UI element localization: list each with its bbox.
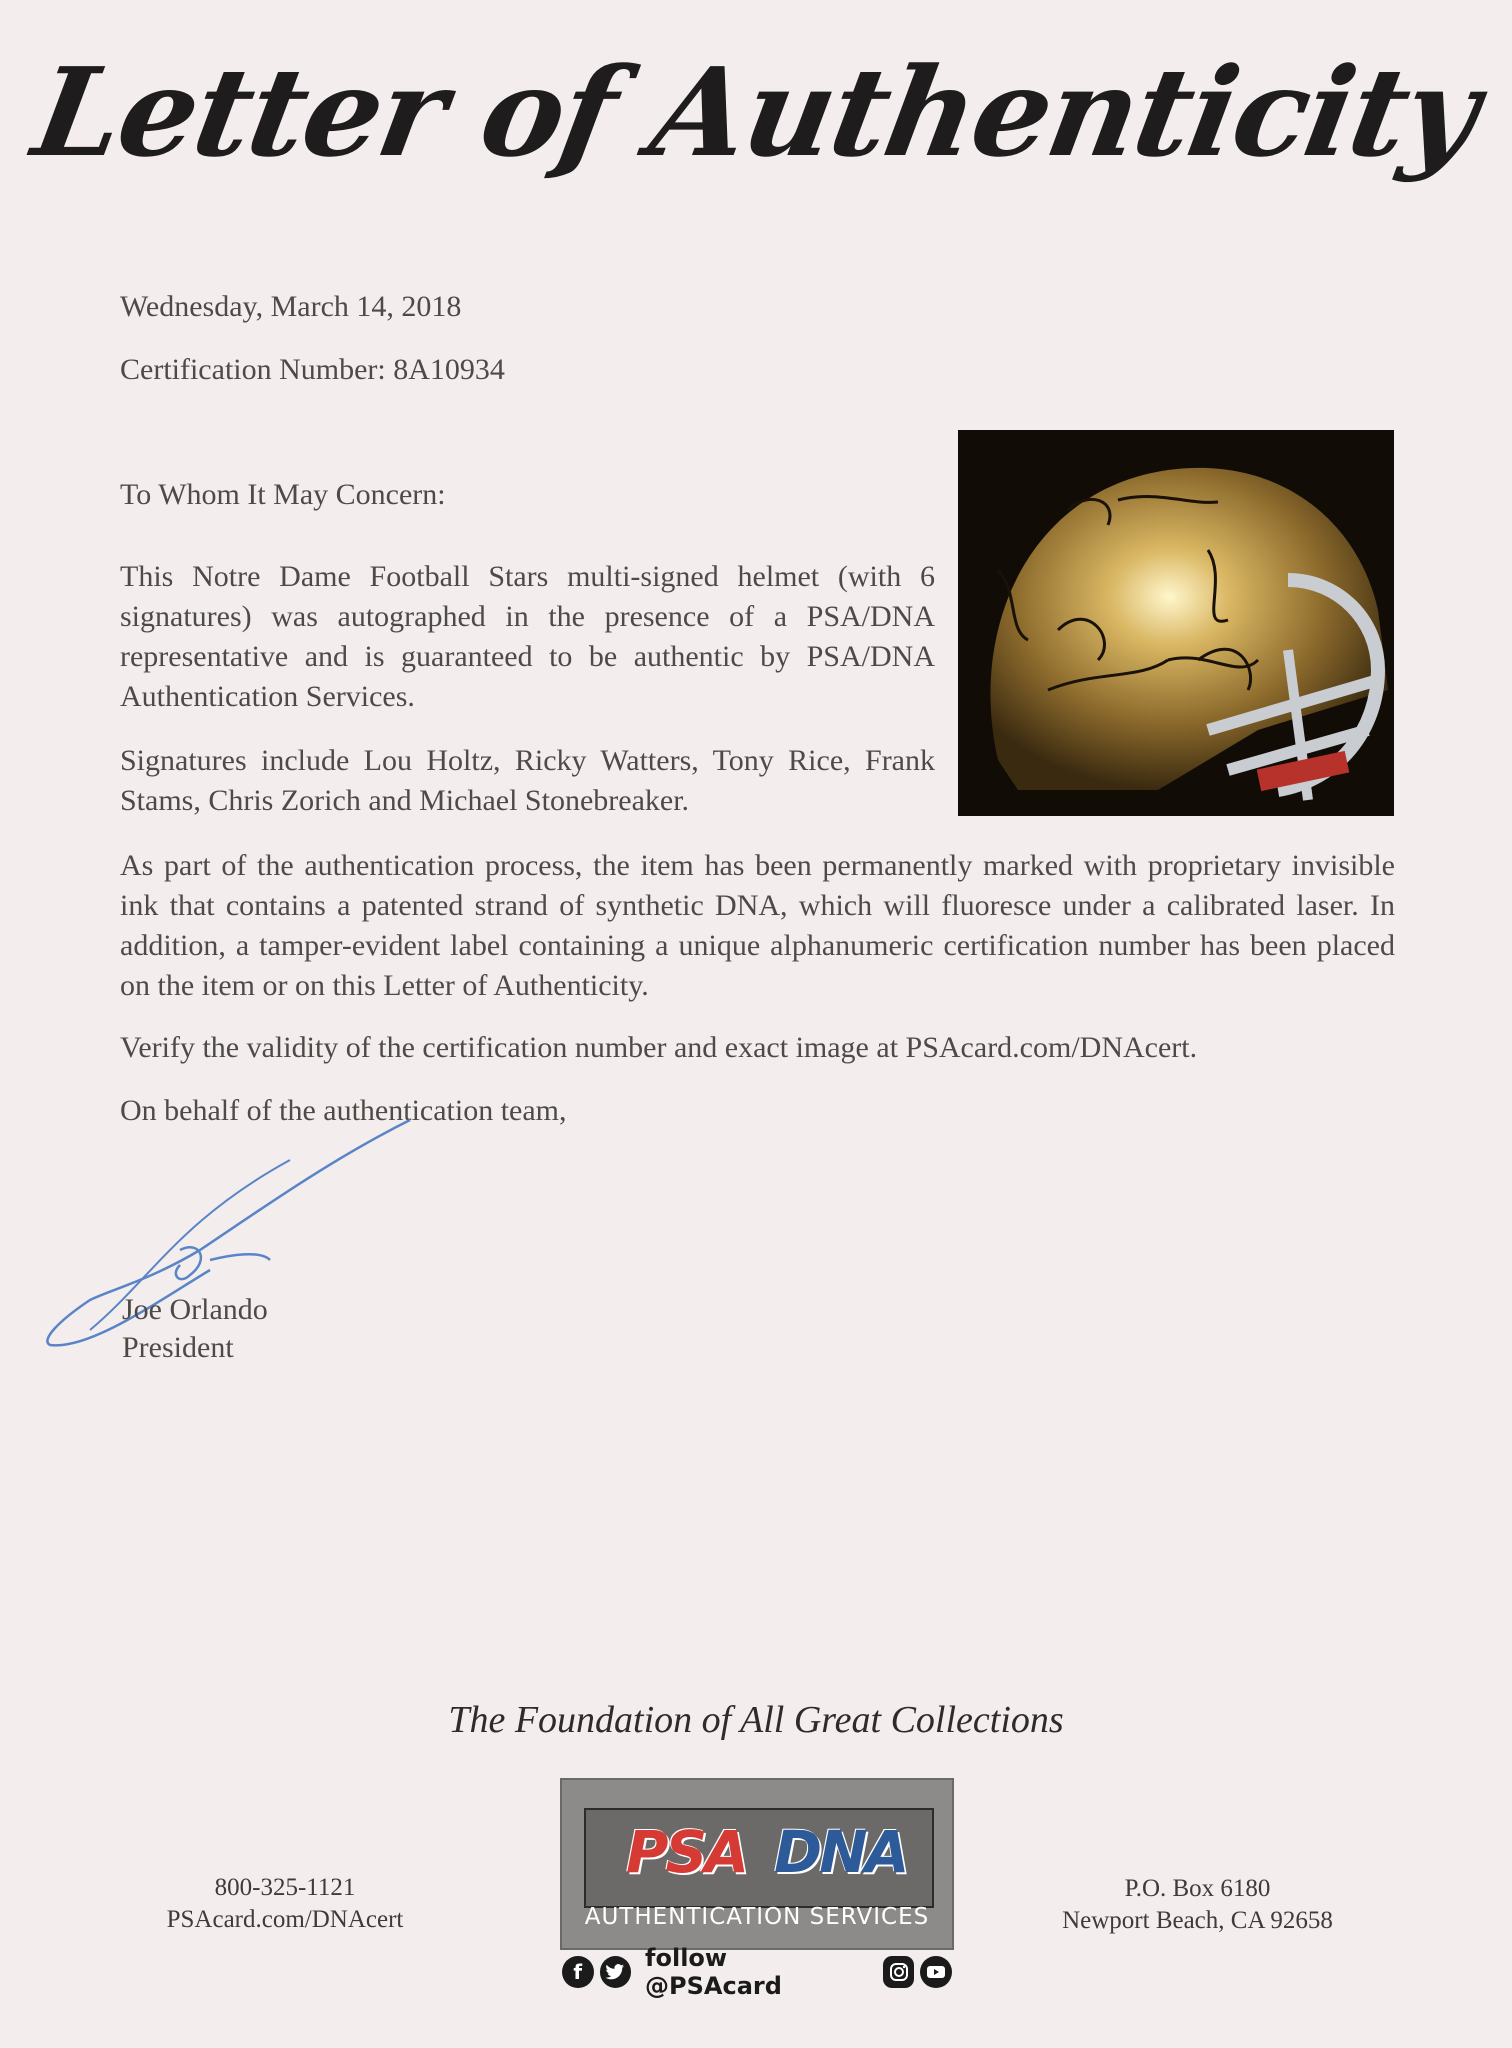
footer-contact: [160, 1872, 410, 1936]
social-follow-text[interactable]: follow @PSAcard: [645, 1944, 782, 2000]
item-description: This Notre Dame Football Stars multi-signed helmet (with 6 signatures) was autographed in the presence of a PSA/DNA representative and is guaranteed to be authentic by PSA/DNA Authentication Services.: [120, 560, 935, 713]
letter-date: Wednesday, March 14, 2018: [120, 290, 462, 323]
address-line-2: Newport Beach, CA 92658: [1062, 1907, 1333, 1934]
helmet-image: [958, 430, 1394, 816]
website-link: PSAcard.com/DNAcert: [166, 1906, 404, 1933]
closing-text: On behalf of the authentication team,: [120, 1094, 567, 1127]
instagram-icon[interactable]: [883, 1956, 915, 1988]
logo-dna-text: DNA: [774, 1818, 907, 1886]
signatures-list: Signatures include Lou Holtz, Ricky Watters, Tony Rice, Frank Stams, Chris Zorich and Michael Stonebreaker.: [120, 744, 935, 817]
psa-dna-logo: [560, 1778, 954, 1950]
youtube-icon[interactable]: [920, 1956, 952, 1988]
signer-name: Joe Orlando: [122, 1293, 268, 1326]
salutation: To Whom It May Concern:: [120, 478, 446, 511]
twitter-icon[interactable]: [600, 1956, 632, 1988]
address-line-1: P.O. Box 6180: [1124, 1875, 1271, 1902]
social-bar: [562, 1944, 952, 2000]
logo-plate: [584, 1808, 934, 1908]
signer-title: President: [122, 1331, 234, 1364]
page-title: Letter of Authenticity: [24, 40, 1488, 184]
logo-psa-text: PSA: [626, 1818, 747, 1886]
certification-number: Certification Number: 8A10934: [120, 353, 505, 386]
footer-address: [1045, 1873, 1350, 1937]
authentication-process: As part of the authentication process, the item has been permanently marked with proprietary invisible ink that contains a patented strand of synthetic DNA, which will fluoresce under a calibrated laser. In addition, a tamper-evident label containing a unique alphanumeric certification number has been placed on the item or on this Letter of Authenticity.: [120, 849, 1395, 1002]
verify-text: Verify the validity of the certification number and exact image at PSAcard.com/DNAcert.: [120, 1031, 1198, 1064]
helmet-photo: [958, 430, 1394, 816]
tagline: The Foundation of All Great Collections: [448, 1699, 1064, 1741]
phone-number: 800-325-1121: [214, 1874, 356, 1901]
facebook-icon[interactable]: f: [562, 1956, 594, 1988]
logo-subtitle: AUTHENTICATION SERVICES: [584, 1904, 930, 1930]
